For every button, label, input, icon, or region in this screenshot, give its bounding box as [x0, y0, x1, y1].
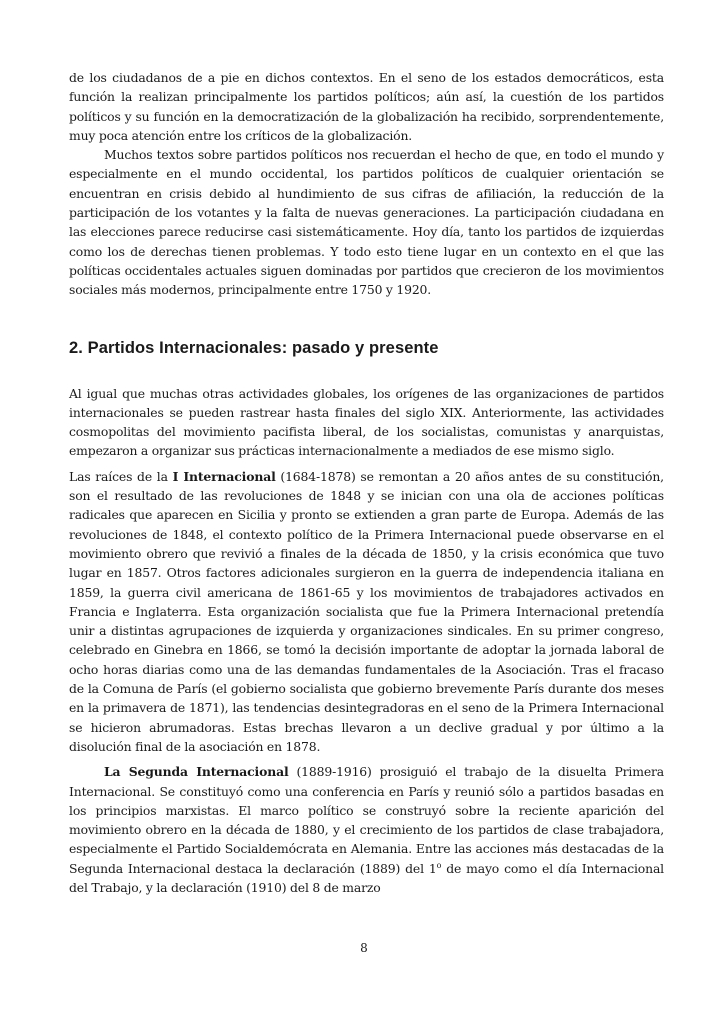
- paragraph-continuation: de los ciudadanos de a pie en dichos contextos. En el seno de los estados democráticos, esta función la realizan principalmente los partidos políticos; aún así, la cuestión de los partidos políticos y su función en la democratización de la globalización ha recibido, sorprendentemente, muy poca atención entre los críticos de la globalización.: [69, 70, 664, 143]
- paragraph-first-international-text: (1684-1878) se remontan a 20 años antes de su constitución, son el resultado de las revoluciones de 1848 y se inician con una ola de acciones políticas radicales que aparecen en Sicilia y pronto se extienden a gran parte de Europa. Además de las revoluciones de 1848, el contexto político de la Primera Internacional puede observarse en el movimiento obrero que revivió a finales de la década de 1850, y la crisis económica que tuvo lugar en 1857. Otros factores adicionales surgieron en la guerra de independencia italiana en 1859, la guerra civil americana de 1861-65 y los movimientos de trabajadores activados en Francia e Inglaterra. Esta organización socialista que fue la Primera Internacional pretendía unir a distintas agrupaciones de izquierda y organizaciones sindicales. En su primer congreso, celebrado en Ginebra en 1866, se tomó la decisión importante de adoptar la jornada laboral de ocho horas diarias como una de las demandas fundamentales de la Asociación. Tras el fracaso de la Comuna de París (el gobierno socialista que gobierno brevemente París durante dos meses en la primavera de 1871), las tendencias desintegradoras en el seno de la Primera Internacional se hicieron abrumadoras. Estas brechas llevaron a un declive gradual y por último a la disolución final de la asociación en 1878.: [69, 468, 664, 754]
- paragraph-second-international-text: (1889-1916) prosiguió el trabajo de la disuelta Primera Internacional. Se constituyó como una conferencia en París y reunió sólo a partidos basadas en los principios marxistas. El marco político se construyó sobre la reciente aparición del movimiento obrero en la década de 1880, y el crecimiento de los partidos de clase trabajadora, especialmente el Partido Socialdemócrata en Alemania. Entre las acciones más destacadas de la Segunda Internacional destaca la declaración (1889) del 1: [69, 764, 665, 876]
- section-heading: 2. Partidos Internacionales: pasado y presente: [69, 338, 439, 357]
- ordinal-superscript: o: [436, 860, 442, 870]
- paragraph-origins: Al igual que muchas otras actividades globales, los orígenes de las organizaciones de partidos internacionales se pueden rastrear hasta finales del siglo XIX. Anteriormente, las actividades cosmopolitas del movimiento pacifista liberal, de los socialistas, comunistas y anarquistas, empezaron a organizar sus prácticas internacionalmente a mediados de ese mismo siglo.: [69, 385, 664, 459]
- paragraph-first-international-lead: Las raíces de la: [69, 468, 173, 484]
- paragraph-second-international-tail: de mayo como el día Internacional del Trabajo, y la declaración (1910) del 8 de marzo: [69, 860, 664, 895]
- page-number: 8: [360, 941, 368, 955]
- paragraph-first-international: [69, 467, 664, 756]
- paragraph-second-international: [69, 762, 664, 897]
- first-international-term: I Internacional: [172, 468, 276, 484]
- paragraph-party-crisis: Muchos textos sobre partidos políticos nos recuerdan el hecho de que, en todo el mundo y especialmente en el mundo occidental, los partidos políticos de cualquier orientación se encuentran en crisis debido al hundimiento de sus cifras de afiliación, la reducción de la participación de los votantes y la falta de nuevas generaciones. La participación ciudadana en las elecciones parece reducirse casi sistemáticamente. Hoy día, tanto los partidos de izquierdas como los de derechas tienen problemas. Y todo esto tiene lugar en un contexto en el que las políticas occidentales actuales siguen dominadas por partidos que crecieron de los movimientos sociales más modernos, principalmente entre 1750 y 1920.: [69, 147, 664, 298]
- second-international-term: La Segunda Internacional: [104, 764, 289, 780]
- document-body: [69, 68, 664, 903]
